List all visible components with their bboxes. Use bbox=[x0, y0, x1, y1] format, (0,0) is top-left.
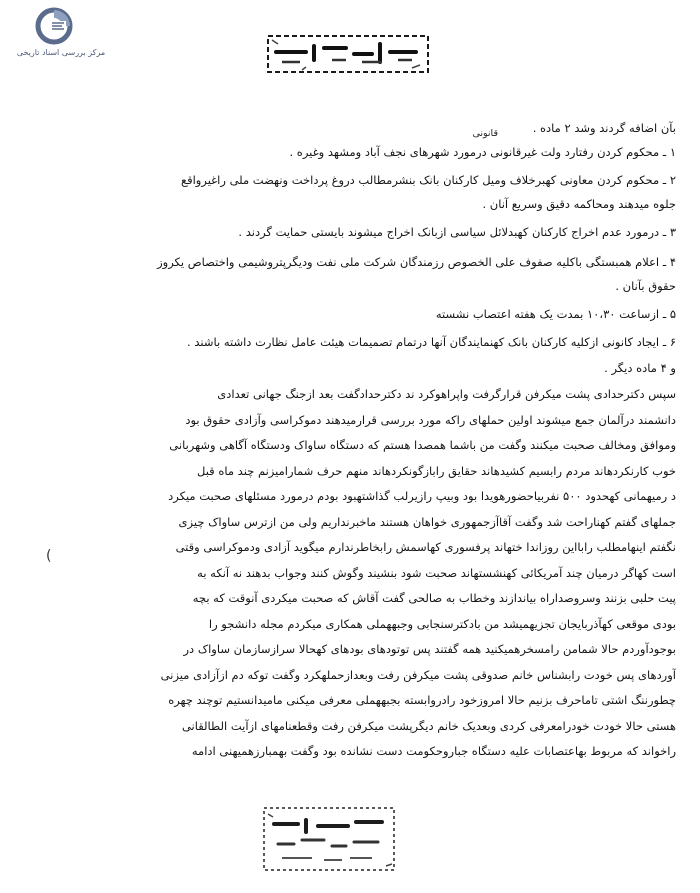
classification-stamp-icon bbox=[262, 30, 434, 78]
narrative-line: بوجودآوردم حالا شمامن رامسخرهمیکنید همه گفتند پس توتودهای بودهای کهحالا سرازسازمان ساواک در bbox=[183, 642, 676, 656]
margin-mark: ( bbox=[46, 548, 52, 564]
classification-stamp-icon bbox=[258, 800, 400, 878]
intro-line: بآن اضافه گردند وشد ۲ ماده . bbox=[532, 121, 676, 135]
narrative-line: راخواند که مربوط بهاعتصابات علیه دستگاه جباروحکومت دست نشانده بود وگفت بهمبارزهمیهنی ادامه bbox=[191, 744, 676, 758]
list-item: حقوق بآنان . bbox=[615, 279, 676, 293]
archive-logo bbox=[6, 6, 116, 66]
narrative-body bbox=[36, 382, 676, 765]
narrative-line: آوردهای پس خودت رابشناس خانم صدوقی پشت میکرفن رفت وبعدازحملهکرد وگفت توکه دم ازآزادی میزنی bbox=[160, 667, 676, 682]
narrative-line: وموافق ومخالف صحبت میکنند وگفت من باشما همصدا هستم که دستگاه ساواک ودستگاه آگاهی وشهربانی bbox=[169, 438, 676, 452]
list-item: جلوه میدهند ومحاکمه دقیق وسریع آنان . bbox=[482, 197, 676, 211]
narrative-line: د رمیهمانی کهحدود ۵۰۰ نفربیاحضورهویدا بود وبیپ رازیرلب گذاشتهبود بودم درمورد مسئلهای صحبت میکرد bbox=[168, 489, 676, 503]
narrative-line: بودی موقعی کهآذربایجان تجزیهمیشد من بادکترسنجابی وجبههملی همکاری میکردم مجله دانشجو را bbox=[208, 616, 676, 631]
list-item: ۶ ـ ایجاد کانونی ازکلیه کارکنان بانک کهنمایندگان آنها درتمام تصمیمات هیئت عامل نظارت داشته باشند . bbox=[187, 335, 676, 349]
narrative-line: خوب کارنکردهاند مردم رابسیم کشیدهاند حقایق رابازگونکردهاند منهم حرف شمارامیزنم چند ماه قبل bbox=[197, 463, 676, 478]
list-item: ۱ ـ محکوم کردن رفتارد ولت غیرقانونی درمورد شهرهای نجف آباد ومشهد وغیره . bbox=[289, 145, 676, 159]
narrative-line: چطورننگ اشتی تاماحرف بزنیم حالا امروزخود رادروابسته بجبههملی معرفی میکنی مامیدانستیم توچند چهره bbox=[168, 693, 676, 707]
resolution-list bbox=[36, 120, 676, 376]
list-item: ۴ ـ اعلام همبستگی باکلیه صفوف علی الخصوص رزمندگان شرکت ملی نفت ودیگرپتروشیمی واختصاص یکروز bbox=[157, 255, 676, 269]
list-item: ۳ ـ درمورد عدم اخراج کارکنان کهبدلائل سیاسی ازبانک اخراج میشوند بایستی حمایت گردند . bbox=[238, 225, 676, 239]
narrative-line: سپس دکترحدادی پشت میکرفن قرارگرفت واپراهوکرد ند دکترحدادگفت بعد ازجنگ جهانی تعدادی bbox=[217, 387, 676, 401]
archive-name: مرکز بررسی اسناد تاریخی bbox=[16, 48, 106, 57]
narrative-line: هستی حالا خودت خودرامعرفی کردی وبعدیک خانم دیگرپشت میکرفن رفت وقطعنامهای ازآیت الطالقانی bbox=[181, 718, 676, 733]
narrative-line: جملهای گفتم کهناراحت شد وگفت آقاآزجمهوری خواهان هستند ماخبرنداریم ولی من ازترس ساواک چیزی bbox=[178, 514, 676, 529]
archive-logo-icon bbox=[32, 6, 92, 46]
narrative-line: دانشمند درآلمان جمع میشوند اولین حملهای راکه مورد بررسی قرارمیدهند دموکراسی وآزادی حقوق بود bbox=[185, 412, 676, 427]
list-item: ۵ ـ ازساعت ۱۰،۳۰ بمدت یک هفته اعتصاب نشسته bbox=[435, 307, 676, 321]
list-item: و ۴ ماده دیگر . bbox=[604, 361, 676, 375]
narrative-line: پیت حلبی بزنند وسروصداراه بیاندازند وخطاب به صالحی گفت آقاش که صحبت میکردی آنوقت که بچه bbox=[192, 591, 676, 605]
narrative-line: است کهاگر درمیان چند آمریکائی کهنشستهاند صحبت شود بنشیند وگوش کنند وجواب بدهند نه آنکه به bbox=[197, 565, 676, 580]
interlinear-note: قانونی bbox=[472, 128, 498, 139]
list-item: ۲ ـ محکوم کردن معاونی کهبرخلاف ومیل کارکنان بانک بنشرمطالب دروغ پرداخت ونهضت ملی راغیرواقع bbox=[180, 173, 676, 187]
narrative-line: نگفتم اینهامطلب رابااین روزاندا ختهاند پرفسوری کهاسمش رابخاطرندارم میگوید آزادی ودموکراسی وقتی bbox=[175, 540, 676, 554]
